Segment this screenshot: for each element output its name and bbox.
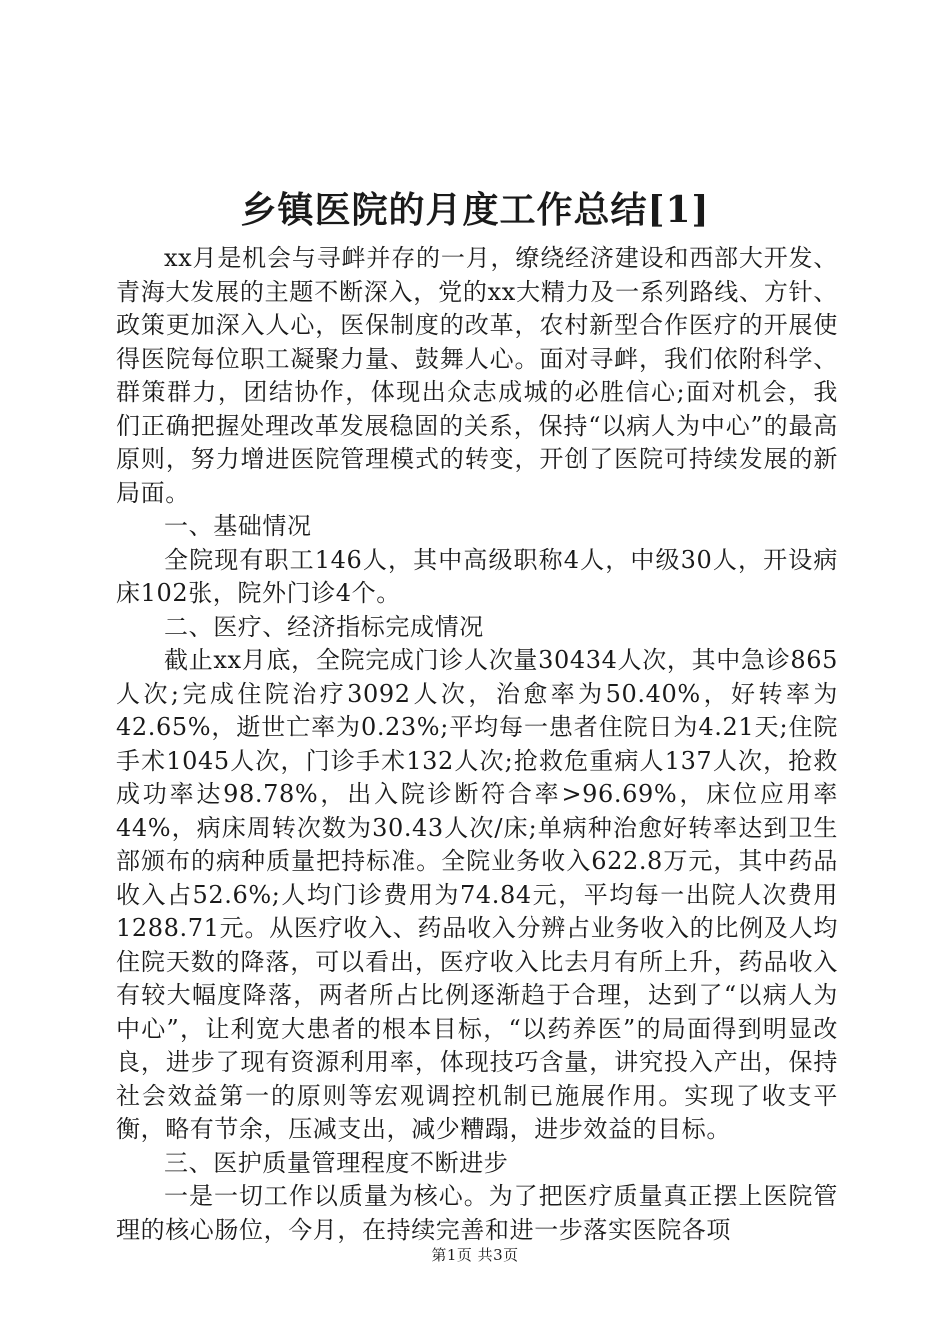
paragraph-indicators: 截止xx月底，全院完成门诊人次量30434人次，其中急诊865人次;完成住院治疗3092人次，治愈率为50.40%，好转率为42.65%，逝世亡率为0.23%;平均每一患者住院日为4.21天;住院手术1045人次，门诊手术132人次;抢救危重病人137人次，抢救成功率达98.78%，出入院诊断符合率>96.69%，床位应用率44%，病床周转次数为30.43人次/床;单病种治愈好转率达到卫生部颁布的病种质量把持标准。全院业务收入622.8万元，其中药品收入占52.6%;人均门诊费用为74.84元，平均每一出院人次费用1288.71元。从医疗收入、药品收入分辨占业务收入的比例及人均住院天数的降落，可以看出，医疗收入比去月有所上升，药品收入有较大幅度降落，两者所占比例逐渐趋于合理，达到了“以病人为中心”，让利宽大患者的根本目标，“以药养医”的局面得到明显改良，进步了现有资源利用率，体现技巧含量，讲究投入产出，保持社会效益第一的原则等宏观调控机制已施展作用。实现了收支平衡，略有节余，压减支出，减少糟蹋，进步效益的目标。 bbox=[116, 646, 838, 1143]
paragraph-quality: 一是一切工作以质量为核心。为了把医疗质量真正摆上医院管理的核心肠位，今月，在持续完善和进一步落实医院各项 bbox=[116, 1182, 838, 1244]
paragraph-intro: xx月是机会与寻衅并存的一月，缭绕经济建设和西部大开发、青海大发展的主题不断深入，党的xx大精力及一系列路线、方针、政策更加深入人心，医保制度的改革，农村新型合作医疗的开展使得医院每位职工凝聚力量、鼓舞人心。面对寻衅，我们依附科学、群策群力，团结协作，体现出众志成城的必胜信心;面对机会，我们正确把握处理改革发展稳固的关系，保持“以病人为中心”的最高原则，努力增进医院管理模式的转变，开创了医院可持续发展的新局面。 bbox=[116, 244, 838, 507]
section-heading-basic: 一、基础情况 bbox=[164, 512, 312, 540]
document-body bbox=[116, 242, 838, 1247]
paragraph-basic: 全院现有职工146人，其中高级职称4人，中级30人，开设病床102张，院外门诊4个。 bbox=[116, 545, 838, 607]
section-heading-indicators: 二、医疗、经济指标完成情况 bbox=[164, 612, 484, 641]
section-heading-quality: 三、医护质量管理程度不断进步 bbox=[164, 1148, 509, 1177]
document-title: 乡镇医院的月度工作总结[1] bbox=[240, 189, 710, 231]
page-number-footer: 第1页 共3页 bbox=[431, 1246, 519, 1264]
